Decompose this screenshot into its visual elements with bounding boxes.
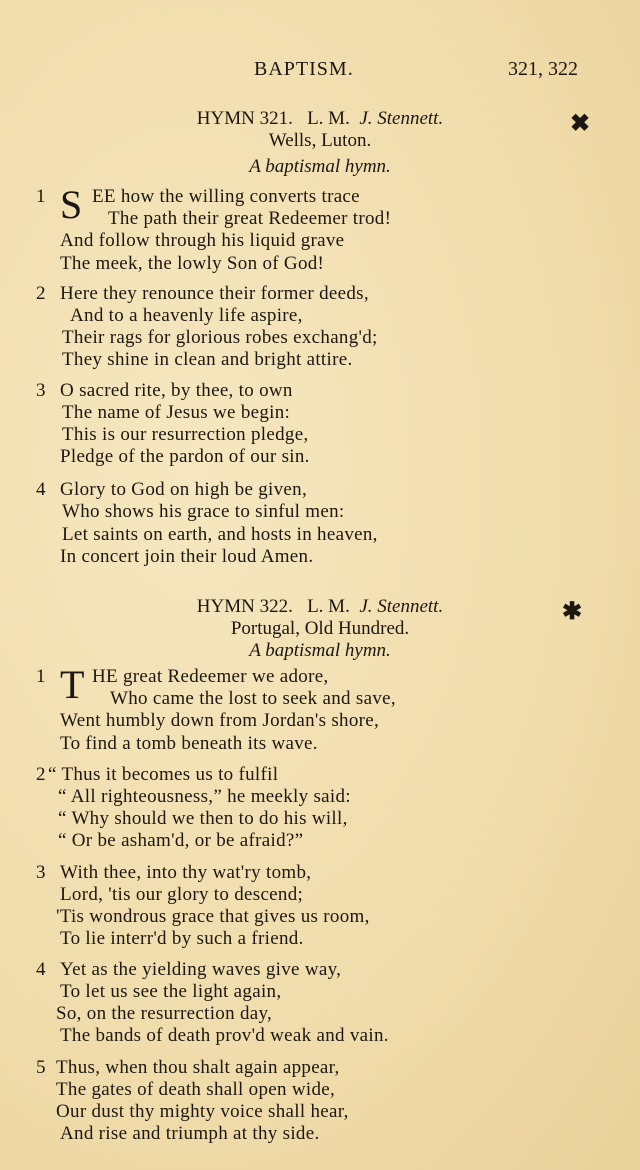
verse-line: To let us see the light again, [60, 981, 282, 1002]
hymn-321-subtitle: A baptismal hymn. [249, 156, 391, 177]
hymn-321-title-line [0, 108, 640, 130]
verse-line: Let saints on earth, and hosts in heaven, [62, 524, 378, 545]
section-title: BAPTISM. [254, 58, 354, 80]
stanza-number: 2 [36, 764, 46, 785]
verse-line: Here they renounce their former deeds, [60, 283, 369, 304]
verse-line: Our dust thy mighty voice shall hear, [56, 1101, 349, 1122]
hymn-322-title-line [0, 596, 640, 618]
hymn-322-meter: L. M. [307, 596, 350, 617]
verse-line: 'Tis wondrous grace that gives us room, [56, 906, 370, 927]
hymn-322-subtitle: A baptismal hymn. [249, 640, 391, 661]
hymn-321-meter: L. M. [307, 108, 350, 129]
hymn-321-marker-icon: ✖ [570, 108, 591, 137]
verse-line: “ Thus it becomes us to fulfil [48, 764, 279, 785]
stanza-number: 2 [36, 283, 46, 304]
verse-line: “ All righteousness,” he meekly said: [58, 786, 351, 807]
hymn-321-header [0, 108, 640, 178]
verse-line: So, on the resurrection day, [56, 1003, 273, 1024]
verse-line: And follow through his liquid grave [60, 230, 345, 251]
verse-line: “ Or be asham'd, or be afraid?” [58, 830, 304, 851]
stanza-number: 3 [36, 862, 46, 883]
verse-line: Glory to God on high be given, [60, 479, 308, 500]
stanza-number: 3 [36, 380, 46, 401]
verse-line: HE great Redeemer we adore, [92, 666, 329, 687]
verse-line: Went humbly down from Jordan's shore, [60, 710, 380, 731]
verse-line: Thus, when thou shalt again appear, [56, 1057, 340, 1078]
hymn-322-header [0, 596, 640, 662]
hymn-321-author: J. Stennett. [359, 108, 444, 129]
verse-line: O sacred rite, by thee, to own [60, 380, 293, 401]
hymn-322-marker-icon: ✱ [562, 596, 583, 625]
verse-line: Lord, 'tis our glory to descend; [60, 884, 304, 905]
verse-line: And to a heavenly life aspire, [70, 305, 303, 326]
hymn-322-tunes: Portugal, Old Hundred. [230, 618, 410, 639]
verse-line: Pledge of the pardon of our sin. [60, 446, 310, 467]
verse-line: Who came the lost to seek and save, [110, 688, 396, 709]
stanza-number: 4 [36, 959, 46, 980]
verse-line: The name of Jesus we begin: [62, 402, 291, 423]
hymn-321-heading: HYMN 321. [196, 108, 293, 129]
stanza-number: 1 [36, 186, 46, 207]
verse-line: And rise and triumph at thy side. [60, 1123, 320, 1144]
stanza-number: 1 [36, 666, 46, 687]
stanza-number: 5 [36, 1057, 46, 1078]
hymn-322-author: J. Stennett. [359, 596, 444, 617]
dropcap: T [60, 662, 85, 707]
verse-line: Yet as the yielding waves give way, [60, 959, 342, 980]
verse-line: With thee, into thy wat'ry tomb, [60, 862, 312, 883]
verse-line: This is our resurrection pledge, [62, 424, 309, 445]
verse-line: The meek, the lowly Son of God! [60, 253, 325, 274]
hymn-322-heading: HYMN 322. [196, 596, 293, 617]
running-head [0, 58, 640, 86]
verse-line: To find a tomb beneath its wave. [60, 733, 318, 754]
page-numbers: 321, 322 [508, 58, 578, 80]
verse-line: EE how the willing converts trace [92, 186, 360, 207]
hymn-321-tunes: Wells, Luton. [268, 130, 372, 151]
verse-line: “ Why should we then to do his will, [58, 808, 348, 829]
verse-line: They shine in clean and bright attire. [62, 349, 353, 370]
verse-line: The gates of death shall open wide, [56, 1079, 336, 1100]
stanza-number: 4 [36, 479, 46, 500]
verse-line: To lie interr'd by such a friend. [60, 928, 304, 949]
dropcap: S [60, 182, 83, 227]
verse-line: The path their great Redeemer trod! [108, 208, 392, 229]
verse-line: Who shows his grace to sinful men: [62, 501, 345, 522]
verse-line: In concert join their loud Amen. [60, 546, 314, 567]
verse-line: Their rags for glorious robes exchang'd; [62, 327, 378, 348]
verse-line: The bands of death prov'd weak and vain. [60, 1025, 389, 1046]
